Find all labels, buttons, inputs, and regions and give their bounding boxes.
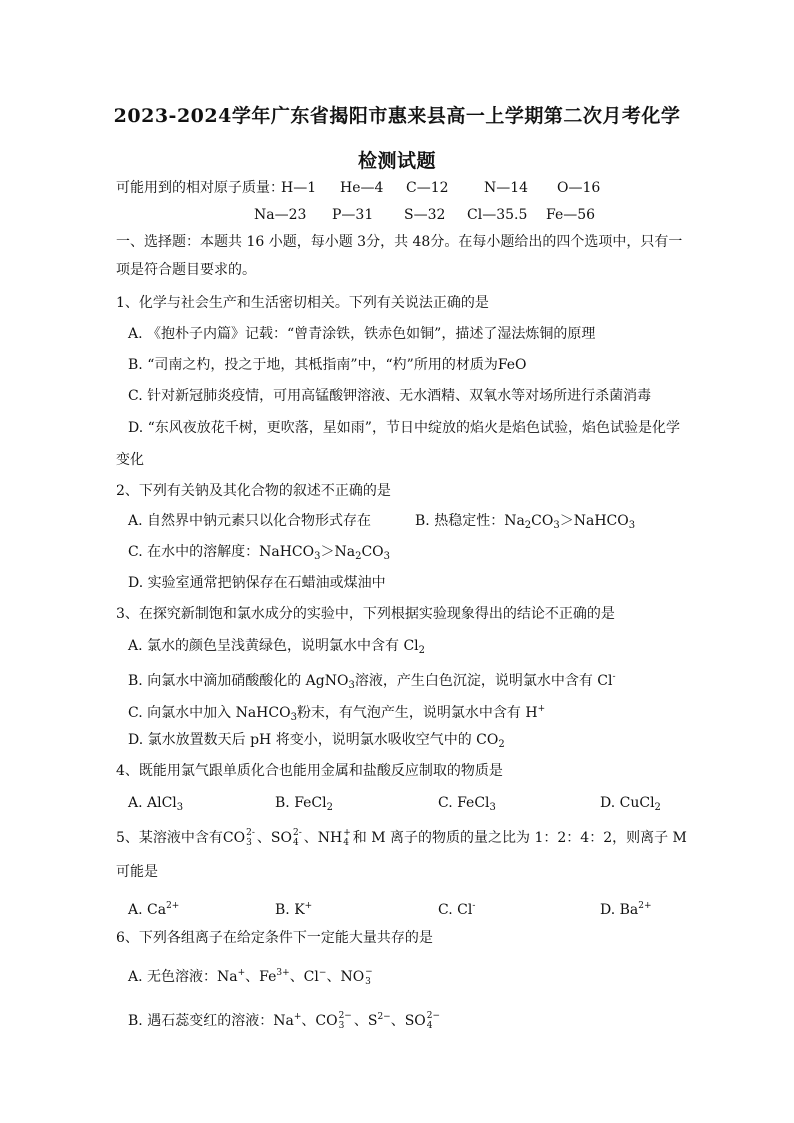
mass-na: Na—23: [254, 207, 307, 223]
q4-option-a: A. AlCl$_3$: [128, 795, 184, 813]
q6-option-b: B. 遇石蕊变红的溶液：Na+、CO 2− 3 、$S^{2-}$、SO 2− 4: [128, 1011, 441, 1031]
mass-s: S—32: [404, 207, 446, 223]
q3-option-c-text2: 粉末，有气泡产生，说明氯水中含有 H: [296, 705, 538, 721]
q5-stem-suffix: 和 M 离子的物质的量之比为 1：2：4：2，则离子 M: [352, 830, 687, 846]
q4-option-b: B. FeCl$_2$: [275, 795, 333, 813]
q3-option-a: A. 氯水的颜色呈浅黄绿色，说明氯水中含有 $Cl_2$: [128, 638, 426, 656]
q5-option-d-text: D. Ba: [600, 902, 639, 918]
q3-option-d-text: D. 氯水放置数天后 pH 将变小，说明氯水吸收空气中的 CO: [128, 732, 499, 748]
q3-option-c-text: C. 向氯水中加入 NaHCO: [128, 705, 291, 721]
q2-option-b: B. 热稳定性：$Na_2CO_3>NaHCO_3$: [415, 513, 636, 531]
q1-option-b: B. “司南之杓，投之于地，其柢指南”中，“杓”所用的材质为FeO: [128, 357, 527, 373]
q5-stem: 5、某溶液中含有CO 2- 3 、SO 2- 4 、NH + 4 和 M 离子的物质的量之比为 1：2：4：2，则离子 M: [116, 828, 687, 848]
section1-instructions-line1: 一、选择题：本题共 16 小题，每小题 3分，共 48分。在每小题给出的四个选项中，只有一: [116, 234, 683, 250]
q1-stem: 1、化学与社会生产和生活密切相关。下列有关说法正确的是: [116, 295, 489, 311]
q3-option-b-text2: 溶液，产生白色沉淀，说明氯水中含有 Cl: [354, 673, 613, 689]
mass-p: P—31: [332, 207, 374, 223]
q5-option-c-text: C. Cl: [438, 902, 473, 918]
q6-option-a: A. 无色溶液：Na+、$Fe^{3+}$、Cl−、NO − 3: [128, 967, 373, 987]
q2-stem: 2、下列有关钠及其化合物的叙述不正确的是: [116, 483, 391, 499]
q3-option-b: B. 向氯水中滴加硝酸酸化的 AgNO$_3$溶液，产生白色沉淀，说明氯水中含有 Cl-: [128, 672, 616, 691]
q5-option-b: B. K+: [275, 901, 313, 918]
atomic-mass-row1: [116, 178, 284, 198]
q2-option-c: C. 在水中的溶解度：$NaHCO_3>Na_2CO_3$: [128, 544, 391, 562]
exam-title-line2: 检测试题: [357, 150, 436, 172]
atomic-mass-label: 可能用到的相对原子质量：: [116, 180, 284, 196]
q4-option-d-text: D. CuCl: [600, 795, 655, 811]
mass-he: He—4: [340, 180, 384, 196]
section1-instructions-line2: 项是符合题目要求的。: [116, 262, 256, 278]
q6-option-b-text: B. 遇石蕊变红的溶液：: [128, 1013, 274, 1029]
q2-option-a: A. 自然界中钠元素只以化合物形式存在: [128, 513, 372, 529]
q1-option-d-line1: D. “东风夜放花千树，更吹落，星如雨”，节日中绽放的焰火是焰色试验，焰色试验是化学: [128, 420, 680, 436]
q2-option-c-text: C. 在水中的溶解度：NaHCO: [128, 544, 315, 560]
q5-option-c: C. Cl-: [438, 901, 476, 918]
mass-o: O—16: [557, 180, 601, 196]
mass-h: H—1: [281, 180, 317, 196]
q1-option-d-line2: 变化: [116, 452, 144, 468]
q2-option-b-text: B. 热稳定性：Na: [415, 513, 525, 529]
exam-title-line1: 2023-2024学年广东省揭阳市惠来县高一上学期第二次月考化学: [113, 105, 681, 127]
q1-option-c: C. 针对新冠肺炎疫情，可用高锰酸钾溶液、无水酒精、双氧水等对场所进行杀菌消毒: [128, 388, 652, 404]
mass-fe: Fe—56: [546, 207, 596, 223]
q5-option-a: A. $Ca^{2+}$: [128, 901, 180, 918]
q4-stem: 4、既能用氯气跟单质化合也能用金属和盐酸反应制取的物质是: [116, 763, 503, 779]
q3-stem: 3、在探究新制饱和氯水成分的实验中，下列根据实验现象得出的结论不正确的是: [116, 606, 615, 622]
mass-n: N—14: [484, 180, 529, 196]
q3-option-d: D. 氯水放置数天后 pH 将变小，说明氯水吸收空气中的 $CO_2$: [128, 732, 505, 750]
q3-option-b-text: B. 向氯水中滴加硝酸酸化的 AgNO: [128, 673, 349, 689]
q5-option-b-text: B. K: [275, 902, 305, 918]
q3-option-c: C. 向氯水中加入 NaHCO$_3$粉末，有气泡产生，说明氯水中含有 H+: [128, 704, 546, 723]
q5-stem-prefix: 5、某溶液中含有: [116, 830, 223, 846]
q6-stem: 6、下列各组离子在给定条件下一定能大量共存的是: [116, 930, 433, 946]
q2-option-d: D. 实验室通常把钠保存在石蜡油或煤油中: [128, 575, 386, 591]
q4-option-a-text: A. AlCl: [128, 795, 177, 811]
mass-c: C—12: [406, 180, 449, 196]
q4-option-d: D. CuCl$_2$: [600, 795, 661, 813]
q4-option-c-text: C. FeCl: [438, 795, 490, 811]
mass-cl: Cl—35.5: [467, 207, 528, 223]
q1-option-a: A. 《抱朴子内篇》记载：“曾青涂铁，铁赤色如铜”，描述了湿法炼铜的原理: [128, 326, 596, 342]
q3-option-a-text: A. 氯水的颜色呈浅黄绿色，说明氯水中含有 Cl: [128, 638, 419, 654]
q4-option-c: C. FeCl$_3$: [438, 795, 496, 813]
q5-option-a-text: A. Ca: [128, 902, 167, 918]
q4-option-b-text: B. FeCl: [275, 795, 327, 811]
q5-option-d: D. $Ba^{2+}$: [600, 901, 652, 918]
q6-option-a-text: A. 无色溶液：: [128, 969, 218, 985]
q5-stem-line2: 可能是: [116, 864, 158, 880]
